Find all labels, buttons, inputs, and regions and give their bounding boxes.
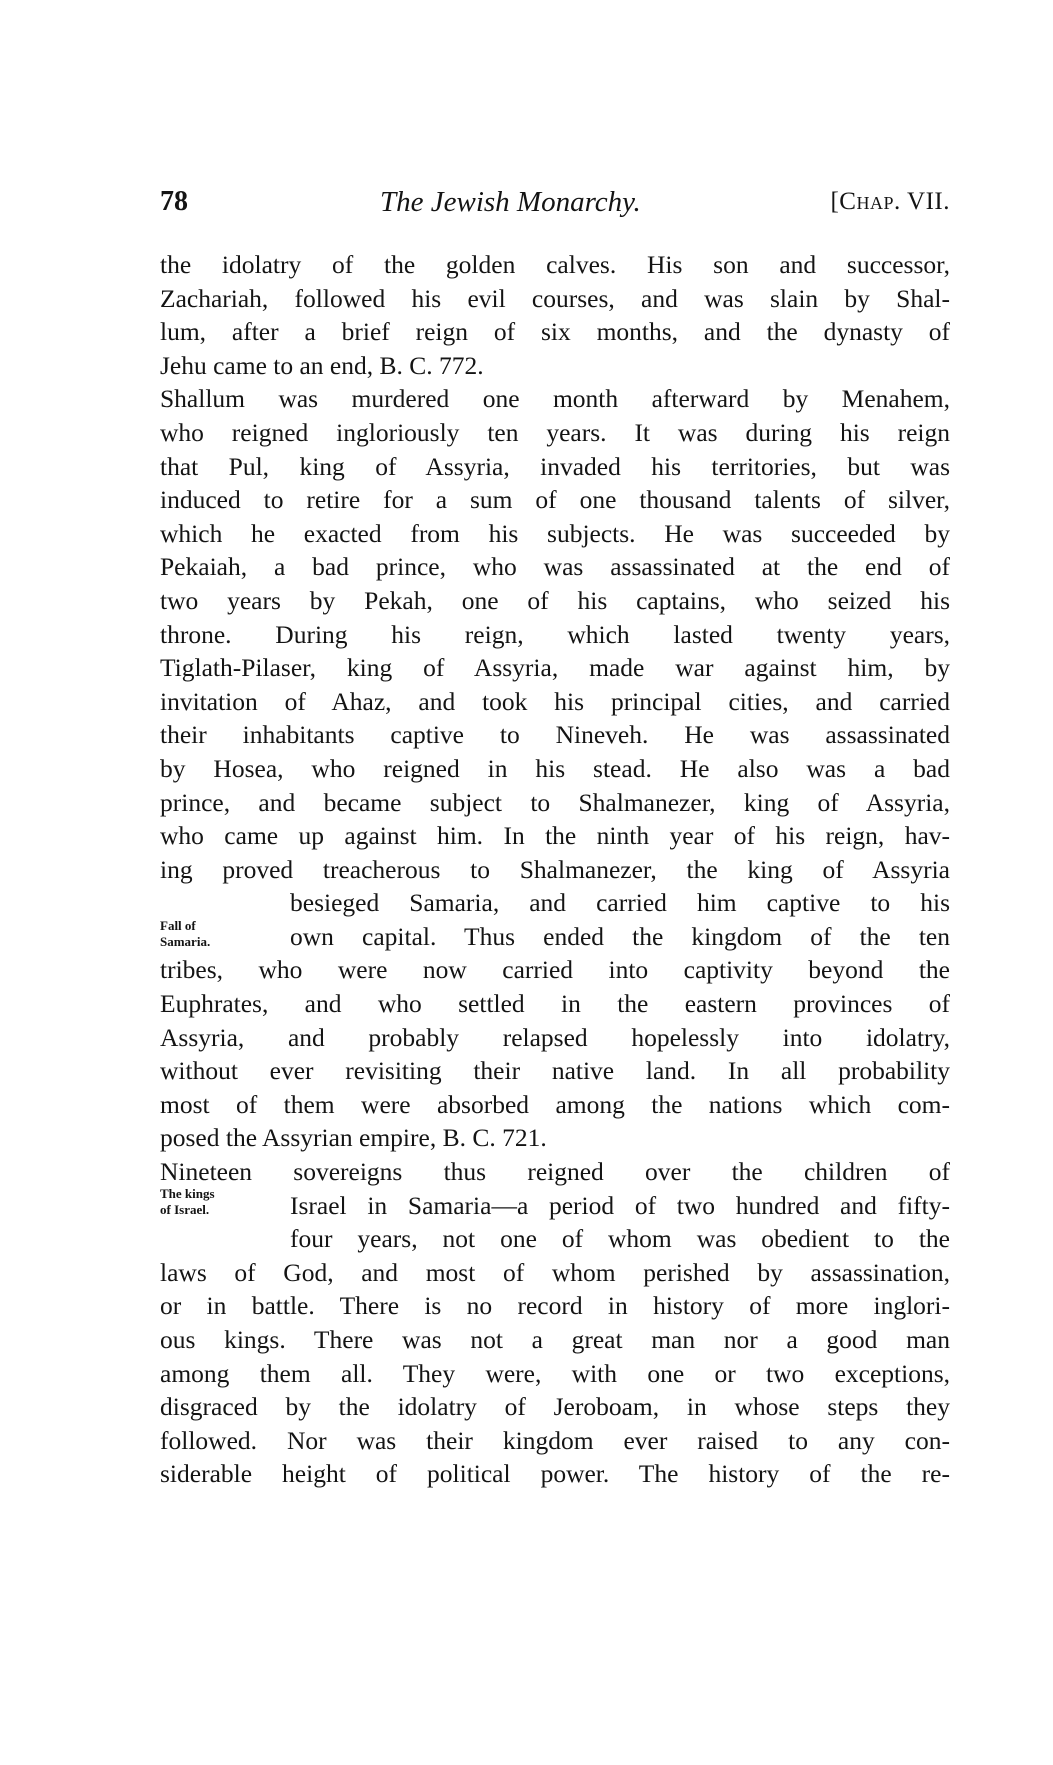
running-title: The Jewish Monarchy.	[380, 186, 641, 218]
text-line: besieged Samaria, and carried him captive to his	[290, 888, 950, 918]
chapter-reference: [Chap. VII.	[830, 188, 950, 215]
text-line: lum, after a brief reign of six months, and the dynasty of	[160, 317, 950, 347]
text-line: Assyria, and probably relapsed hopelessly into idolatry,	[160, 1022, 950, 1052]
text-line: Israel in Samaria—a period of two hundred and fifty-	[290, 1190, 950, 1220]
text-line: who came up against him. In the ninth year of his reign, hav-	[160, 821, 950, 851]
text-line: prince, and became subject to Shalmanezer, king of Assyria,	[160, 787, 950, 817]
text-line: which he exacted from his subjects. He was succeeded by	[160, 518, 950, 548]
text-line: Pekaiah, a bad prince, who was assassinated at the end of	[160, 552, 950, 582]
marginal-note-line: Fall of	[160, 918, 196, 933]
page-number: 78	[160, 186, 188, 217]
text-line: among them all. They were, with one or two exceptions,	[160, 1358, 950, 1388]
text-line: tribes, who were now carried into captivity beyond the	[160, 955, 950, 985]
text-line: laws of God, and most of whom perished by assassination,	[160, 1257, 950, 1287]
text-line: without ever revisiting their native land. In all probability	[160, 1056, 950, 1086]
text-line: Jehu came to an end, B. C. 772.	[160, 350, 484, 380]
text-line: their inhabitants captive to Nineveh. He was assassinated	[160, 720, 950, 750]
text-line: Shallum was murdered one month afterward by Menahem,	[160, 384, 950, 414]
text-line: induced to retire for a sum of one thousand talents of silver,	[160, 485, 950, 515]
text-line: two years by Pekah, one of his captains, who seized his	[160, 585, 950, 615]
text-line: followed. Nor was their kingdom ever raised to any con-	[160, 1425, 950, 1455]
text-line: four years, not one of whom was obedient to the	[290, 1224, 950, 1254]
text-line: Zachariah, followed his evil courses, and was slain by Shal-	[160, 283, 950, 313]
text-line: who reigned ingloriously ten years. It was during his reign	[160, 417, 950, 447]
text-line: own capital. Thus ended the kingdom of the ten	[290, 921, 950, 951]
text-line: the idolatry of the golden calves. His son and successor,	[160, 250, 950, 279]
body-text	[160, 248, 950, 1491]
text-line: or in battle. There is no record in history of more inglori-	[160, 1291, 950, 1321]
text-line: invitation of Ahaz, and took his principal cities, and carried	[160, 686, 950, 716]
running-header	[160, 186, 950, 226]
marginal-note-line: Samaria.	[160, 934, 211, 949]
text-line: that Pul, king of Assyria, invaded his territories, but was	[160, 451, 950, 481]
text-line: Nineteen sovereigns thus reigned over the children of	[160, 1157, 950, 1187]
text-line: disgraced by the idolatry of Jeroboam, in whose steps they	[160, 1392, 950, 1422]
text-line: Euphrates, and who settled in the eastern provinces of	[160, 989, 950, 1019]
text-line: ous kings. There was not a great man nor a good man	[160, 1325, 950, 1354]
marginal-note-line: The kings	[160, 1186, 215, 1201]
marginal-note-line: of Israel.	[160, 1202, 210, 1217]
text-line: Tiglath-Pilaser, king of Assyria, made war against him, by	[160, 653, 950, 683]
text-line: posed the Assyrian empire, B. C. 721.	[160, 1123, 547, 1153]
text-line: ing proved treacherous to Shalmanezer, the king of Assyria	[160, 854, 950, 884]
text-line: most of them were absorbed among the nations which com-	[160, 1089, 950, 1119]
text-line: throne. During his reign, which lasted twenty years,	[160, 619, 950, 649]
text-line: siderable height of political power. The history of the re-	[160, 1459, 950, 1489]
text-line: by Hosea, who reigned in his stead. He also was a bad	[160, 753, 950, 783]
